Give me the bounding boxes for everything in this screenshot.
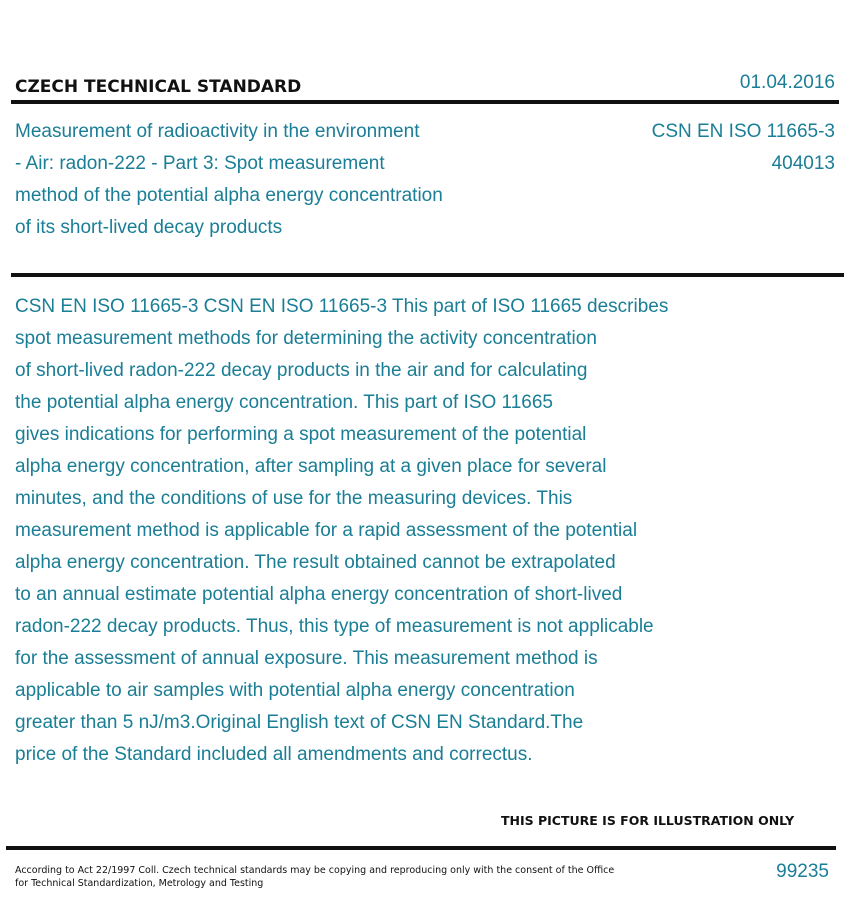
- title-line: - Air: radon-222 - Part 3: Spot measurement: [15, 153, 385, 174]
- standard-title: [15, 116, 515, 244]
- description-line: to an annual estimate potential alpha energy concentration of short-lived: [15, 584, 623, 605]
- description-line: gives indications for performing a spot measurement of the potential: [15, 424, 587, 445]
- product-id: 99235: [776, 861, 829, 882]
- footer-divider: [6, 846, 836, 850]
- description-line: alpha energy concentration. The result obtained cannot be extrapolated: [15, 552, 616, 573]
- title-line: of its short-lived decay products: [15, 217, 283, 238]
- description-line: measurement method is applicable for a rapid assessment of the potential: [15, 520, 638, 541]
- copyright-notice: [15, 864, 614, 890]
- standard-type-label: CZECH TECHNICAL STANDARD: [15, 77, 302, 97]
- description-line: alpha energy concentration, after sampling at a given place for several: [15, 456, 607, 477]
- description-line: for the assessment of annual exposure. This measurement method is: [15, 648, 598, 669]
- description-line: minutes, and the conditions of use for the measuring devices. This: [15, 488, 573, 509]
- copyright-line: for Technical Standardization, Metrology and Testing: [15, 878, 264, 889]
- title-line: method of the potential alpha energy concentration: [15, 185, 443, 206]
- description-line: applicable to air samples with potential alpha energy concentration: [15, 680, 575, 701]
- copyright-line: According to Act 22/1997 Coll. Czech technical standards may be copying and reproducing only with the consent of the Office: [15, 865, 615, 876]
- description-line: radon-222 decay products. Thus, this type of measurement is not applicable: [15, 616, 654, 637]
- description-line: spot measurement methods for determining the activity concentration: [15, 328, 597, 349]
- illustration-disclaimer: THIS PICTURE IS FOR ILLUSTRATION ONLY: [501, 813, 795, 828]
- description-line: price of the Standard included all amendments and correctus.: [15, 744, 533, 765]
- publication-date: 01.04.2016: [739, 72, 835, 93]
- description-line: the potential alpha energy concentration. This part of ISO 11665: [15, 392, 553, 413]
- title-divider: [11, 273, 844, 277]
- standard-codes: [652, 116, 835, 180]
- standard-number: CSN EN ISO 11665-3: [651, 121, 835, 142]
- description-line: CSN EN ISO 11665-3 CSN EN ISO 11665-3 This part of ISO 11665 describes: [15, 296, 669, 317]
- classification-code: 404013: [771, 153, 835, 174]
- description-line: of short-lived radon-222 decay products in the air and for calculating: [15, 360, 588, 381]
- header-divider: [11, 100, 839, 104]
- title-line: Measurement of radioactivity in the environment: [15, 121, 420, 142]
- standard-description: [15, 291, 785, 771]
- description-line: greater than 5 nJ/m3.Original English text of CSN EN Standard.The: [15, 712, 584, 733]
